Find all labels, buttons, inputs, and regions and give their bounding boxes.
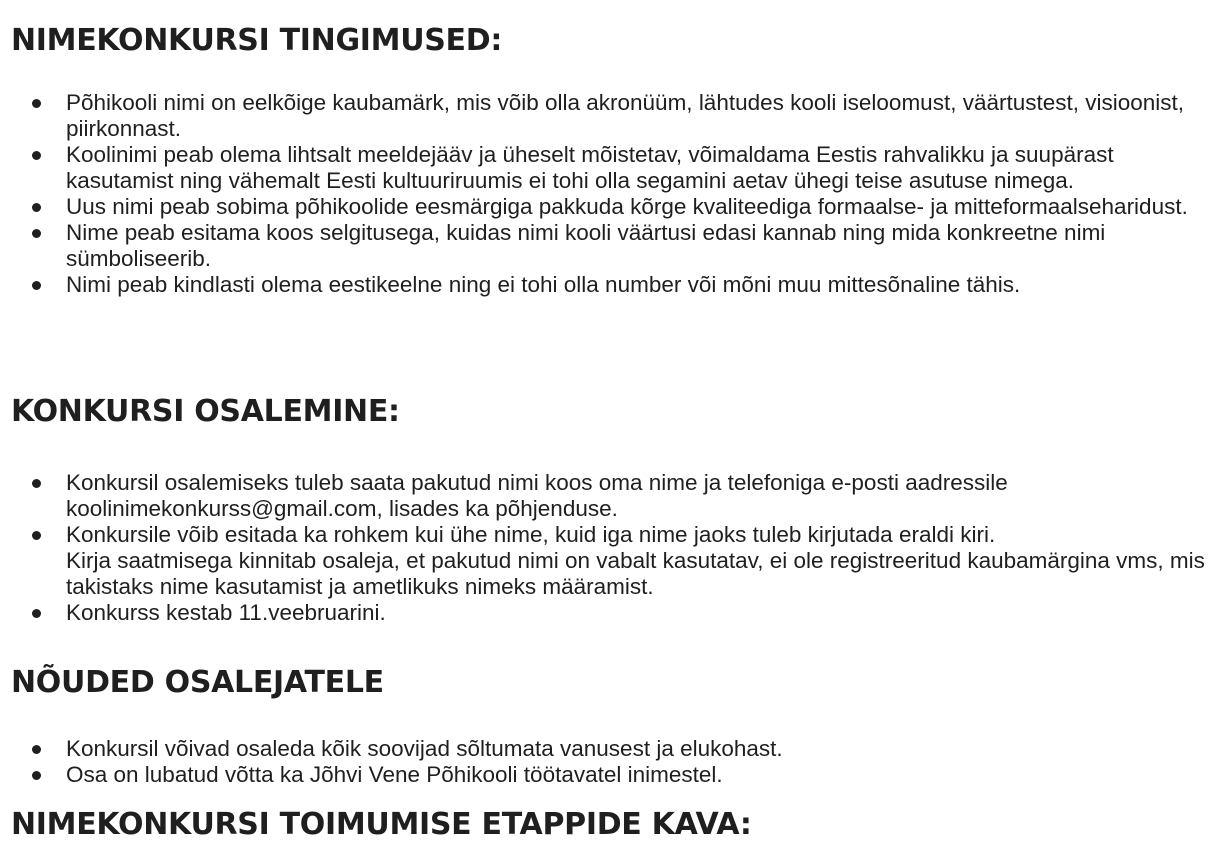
section-title-participation: KONKURSI OSALEMINE: xyxy=(11,394,400,429)
list-item xyxy=(0,470,1225,522)
list-item-text: Nimi peab kindlasti olema eestikeelne ning ei tohi olla number või mõni muu mittesõnaline tähis. xyxy=(66,272,1021,297)
list-item-text: Nime peab esitama koos selgitusega, kuidas nimi kooli väärtusi edasi kannab ning mida konkreetne nimi sümboliseerib. xyxy=(66,220,1106,271)
list-item xyxy=(0,522,1225,600)
list-item xyxy=(0,194,1225,220)
list-item-text: Põhikooli nimi on eelkõige kaubamärk, mis võib olla akronüüm, lähtudes kooli iseloomust, väärtustest, visioonist, piirkonnast. xyxy=(66,90,1185,141)
section-title-schedule: NIMEKONKURSI TOIMUMISE ETAPPIDE KAVA: xyxy=(11,807,752,842)
list-item xyxy=(0,272,1225,298)
list-item-text: Osa on lubatud võtta ka Jõhvi Vene Põhikooli töötavatel inimestel. xyxy=(66,762,723,787)
list-item-continuation: Kirja saatmisega kinnitab osaleja, et pakutud nimi on vabalt kasutatav, ei ole registreeritud kaubamärgina vms, mis takistaks nime kasutamist ja ametlikuks nimeks määramist. xyxy=(66,548,1205,599)
requirements-list xyxy=(0,736,1225,788)
list-item-text: Koolinimi peab olema lihtsalt meeldejääv ja üheselt mõistetav, võimaldama Eestis rahvalikku ja suupärast kasutamist ning vähemalt Eesti kultuuriruumis ei tohi olla segamini aetav ühegi teise asutuse nimega. xyxy=(66,142,1114,193)
list-item-text: Konkursile võib esitada ka rohkem kui ühe nime, kuid iga nime jaoks tuleb kirjutada eraldi kiri. xyxy=(66,522,996,547)
list-item-text: Konkursil võivad osaleda kõik soovijad sõltumata vanusest ja elukohast. xyxy=(66,736,783,761)
list-item xyxy=(0,600,1225,626)
bullet-icon xyxy=(32,229,41,238)
bullet-icon xyxy=(32,771,41,780)
list-item xyxy=(0,220,1225,272)
conditions-list xyxy=(0,90,1225,298)
bullet-icon xyxy=(32,609,41,618)
list-item xyxy=(0,762,1225,788)
list-item-text: Konkurss kestab 11.veebruarini. xyxy=(66,600,386,625)
section-title-requirements: NÕUDED OSALEJATELE xyxy=(11,665,384,700)
bullet-icon xyxy=(32,531,41,540)
bullet-icon xyxy=(32,479,41,488)
bullet-icon xyxy=(32,99,41,108)
list-item-text: Konkursil osalemiseks tuleb saata pakutud nimi koos oma nime ja telefoniga e-posti aadressile koolinimekonkurss@gmail.com, lisades ka põhjenduse. xyxy=(66,470,1008,521)
section-title-conditions: NIMEKONKURSI TINGIMUSED: xyxy=(11,23,503,58)
list-item xyxy=(0,736,1225,762)
bullet-icon xyxy=(32,745,41,754)
list-item xyxy=(0,90,1225,142)
bullet-icon xyxy=(32,151,41,160)
bullet-icon xyxy=(32,203,41,212)
list-item-text: Uus nimi peab sobima põhikoolide eesmärgiga pakkuda kõrge kvaliteediga formaalse- ja mitteformaalseharidust. xyxy=(66,194,1188,219)
list-item xyxy=(0,142,1225,194)
bullet-icon xyxy=(32,281,41,290)
participation-list xyxy=(0,470,1225,626)
